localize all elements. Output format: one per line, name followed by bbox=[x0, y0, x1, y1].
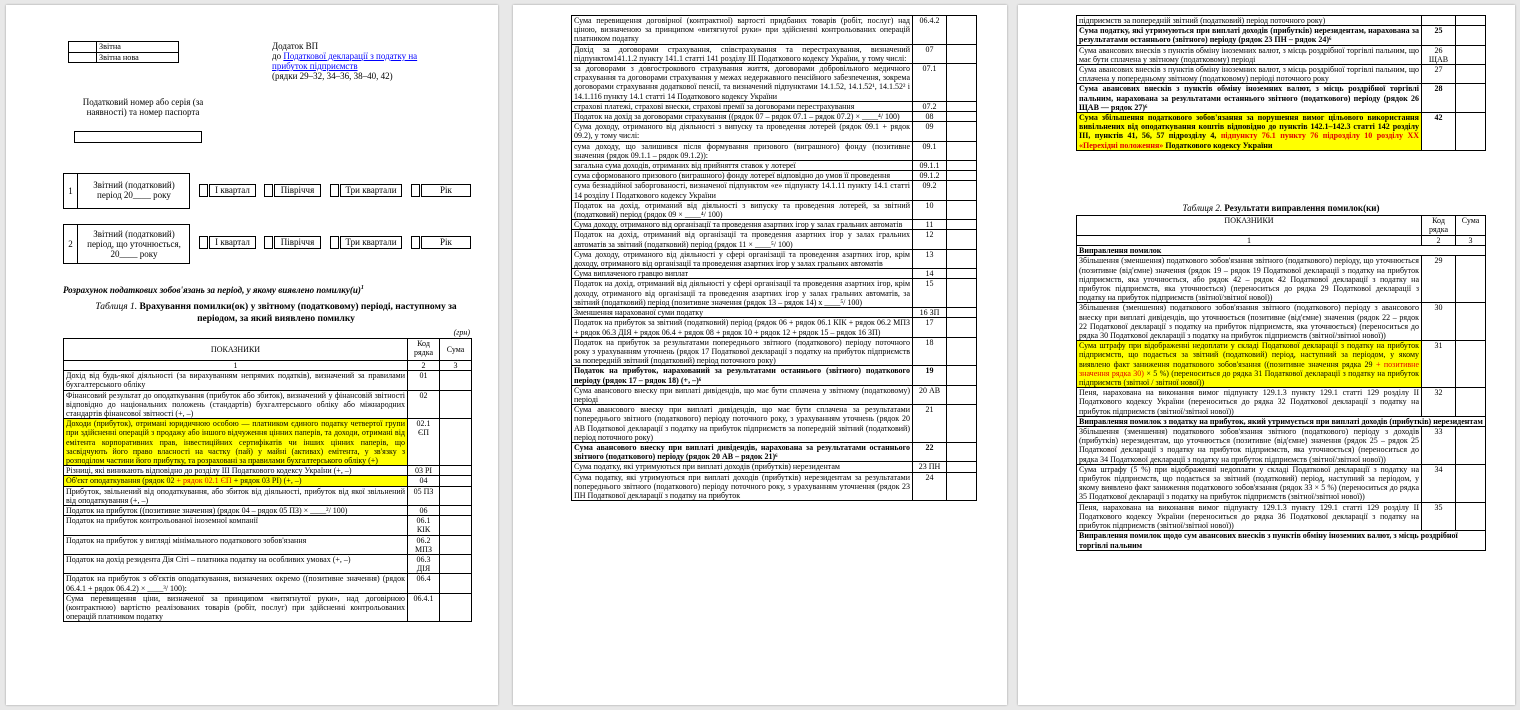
sum-input[interactable] bbox=[947, 101, 977, 111]
t1c-row bbox=[572, 366, 977, 385]
row-code: 14 bbox=[913, 269, 947, 279]
indicator-text: Доходи (прибуток), отримані юридичною особою — платником єдиного податку четвертої групи при здійсненні операцій з продажу або іншого відчуження цінних паперів, та доходи, отримані від емітента корпоративних прав, інвестиційних сертифікатів чи інших цінних паперів, що засвідчують його право власності на частку (пай) у майні (активах) емітента, у зв'язку з розподілом частини його прибутку, та розраховані за правилами бухгалтерського обліку (+) bbox=[64, 419, 408, 466]
t1c-row bbox=[572, 122, 977, 141]
row-code: 11 bbox=[913, 220, 947, 230]
row-code: 03 РІ bbox=[408, 466, 440, 476]
row-code: 07.2 bbox=[913, 101, 947, 111]
indicator-text: Фінансовий результат до оподаткування (прибуток або збиток), визначений у фінансовій звітності відповідно до національних положень (стандартів) бухгалтерського обліку або міжнародних стандартів фінансової звітності (+, –) bbox=[64, 390, 408, 419]
t2-col-num-3: 3 bbox=[1456, 236, 1486, 246]
row-code: 07 bbox=[913, 44, 947, 63]
indicator-text: Сума податку, які утримуються при виплаті доходів (прибутків) нерезидентам bbox=[572, 462, 913, 472]
t1c-row bbox=[572, 269, 977, 279]
row-code: 29 bbox=[1422, 256, 1456, 303]
indicator-text: Сума штрафу при відображенні недоплати у складі Податкової декларації з податку на прибуток підприємств, що подається за звітний (податковий) період, наступний за періодом, у якому виявлено факт заниження податкового зобов'язання ((позитивне значення рядка 29 + позитивне значення рядка 30) × 5 %) (переноситься до рядка 31 Податкової декларації з податку на прибуток підприємств (звітної / звітної нової)) bbox=[1077, 341, 1422, 388]
row-code: 08 bbox=[913, 112, 947, 122]
sum-input[interactable] bbox=[947, 16, 977, 45]
row-code: 06.4 bbox=[408, 574, 440, 593]
indicator-text: Сума авансового внеску при виплаті дивідендів, що має бути сплачена у звітному (податковому) періоді bbox=[572, 385, 913, 404]
indicator-text: Сума доходу, отриманого від організації та проведення азартних ігор у залах гральних автоматів bbox=[572, 220, 913, 230]
sum-input[interactable] bbox=[440, 574, 472, 593]
sum-input[interactable] bbox=[1456, 341, 1486, 388]
row-code: 06.1 КІК bbox=[408, 516, 440, 535]
sum-input[interactable] bbox=[440, 506, 472, 516]
row-code: 18 bbox=[913, 337, 947, 366]
appendix-to: до bbox=[272, 51, 282, 61]
t1c-row bbox=[572, 16, 977, 45]
q3-option-1[interactable]: Три квартали bbox=[340, 184, 402, 197]
row-code: 22 bbox=[913, 442, 947, 461]
table1-caption: Таблиця 1. Врахування помилки(ок) у звітному (податковому) періоді, наступному за періодом, за який виявлено помилку bbox=[95, 302, 457, 324]
indicator-text: Сума податку, які утримуються при виплаті доходів (прибутків) нерезидентам за результатами попереднього звітного (податкового) періоду поточного року, з урахуванням уточнення (рядок 23 ПН Податкової декларації з податку на прибуток bbox=[572, 472, 913, 501]
indicator-text: Дохід від будь-якої діяльності (за вирахуванням непрямих податків), визначений за правилами бухгалтерського обліку bbox=[64, 371, 408, 390]
t1c-row bbox=[572, 112, 977, 122]
indicator-text: Збільшення (зменшення) податкового зобов'язання звітного (податкового) періоду з доходів (прибутків) нерезидентам, що уточнюється (позитивне (від'ємне) значення (рядок 25 – рядок 25 Податкової декларації з податку на прибуток підприємств, яка уточнюється) (переноситься до рядка 34 Податкової декларації з податку на прибуток підприємств (звітної/звітної нової)) bbox=[1077, 427, 1422, 465]
row-code: 19 bbox=[913, 366, 947, 385]
q1-checkbox-2[interactable] bbox=[199, 236, 208, 249]
row-code: 09.1.2 bbox=[913, 171, 947, 181]
t1-row bbox=[64, 476, 472, 486]
row-code: 13 bbox=[913, 249, 947, 268]
row-code: 42 bbox=[1422, 113, 1456, 151]
sum-input[interactable] bbox=[440, 516, 472, 535]
declaration-link[interactable]: Податкової декларації з податку на прибуток підприємств bbox=[272, 51, 418, 71]
t1c-row bbox=[572, 101, 977, 111]
t2-row bbox=[1077, 464, 1486, 502]
sum-input[interactable] bbox=[1456, 26, 1486, 45]
sum-input[interactable] bbox=[947, 230, 977, 249]
col-header-indicators: ПОКАЗНИКИ bbox=[64, 339, 408, 361]
t2-row bbox=[1077, 502, 1486, 531]
sum-input[interactable] bbox=[1456, 65, 1486, 84]
sum-input[interactable] bbox=[440, 476, 472, 486]
row-code: 09.1.1 bbox=[913, 161, 947, 171]
row-code: 26 ЩАВ bbox=[1422, 45, 1456, 64]
t1c-row bbox=[572, 161, 977, 171]
t1-row bbox=[64, 516, 472, 535]
sum-input[interactable] bbox=[1456, 16, 1486, 26]
calc-title: Розрахунок податкових зобов'язань за період, у якому виявлено $помилку(и)^1$ bbox=[63, 285, 364, 295]
indicator-text: сума безнадійної заборгованості, визначеної підпунктом «е» підпункту 14.1.11 пункту 14.1 статті 14 розділу І Податкового кодексу України bbox=[572, 181, 913, 200]
half-option-2[interactable]: Півріччя bbox=[274, 236, 321, 249]
appendix-header bbox=[272, 41, 452, 81]
col-header-code: Код рядка bbox=[408, 339, 440, 361]
sum-input[interactable] bbox=[947, 200, 977, 219]
row-code: 15 bbox=[913, 279, 947, 308]
t1c-row bbox=[572, 279, 977, 308]
indicator-text: сума доходу, що залишився після формування призового (виграшного) фонду (позитивне значення (рядок 09.1.1 – рядок 09.1.2)): bbox=[572, 141, 913, 160]
sum-input[interactable] bbox=[1456, 502, 1486, 531]
t1e-row bbox=[1077, 45, 1486, 64]
indicator-text: Сума перевищення ціни, визначеної за принципом «витягнутої руки», над договірною (контрактною) вартістю реалізованих товарів (робіт, послуг) при здійсненні контрольованих операцій платником податку bbox=[64, 593, 408, 622]
t1-row bbox=[64, 466, 472, 476]
sum-input[interactable] bbox=[947, 220, 977, 230]
section-heading: Виправлення помилок щодо сум авансових внесків з пунктів обміну іноземних валют, з місць роздрібної торгівлі пальним bbox=[1077, 531, 1486, 550]
q3-checkbox-2[interactable] bbox=[330, 236, 339, 249]
row-code: 34 bbox=[1422, 464, 1456, 502]
sum-input[interactable] bbox=[947, 181, 977, 200]
indicator-text: Податок на прибуток за звітний (податковий) період (рядок 06 + рядок 06.1 КІК + рядок 06.2 МПЗ + рядок 06.3 ДІЯ + рядок 06.4 + рядок 08 + рядок 10 + рядок 12 + рядок 15 – рядок 16 ЗП) bbox=[572, 318, 913, 337]
half-checkbox-2[interactable] bbox=[264, 236, 273, 249]
indicator-text: Сума авансового внеску при виплаті дивідендів, нарахована за результатами останнього звітного (податкового) періоду (рядок 20 АВ – рядок 21)⁶ bbox=[572, 442, 913, 461]
sum-input[interactable] bbox=[1456, 45, 1486, 64]
t1c-row bbox=[572, 442, 977, 461]
row-code: 06.3 ДІЯ bbox=[408, 555, 440, 574]
indicator-text: Сума збільшення податкового зобов'язання за порушення вимог цільового використання вивільнених від оподаткування коштів відповідно до пунктів 142.1–142.3 статті 142 розділу ІІІ, пунктів 41, 56, 57 підрозділу 4, підпункту 76.1 пункту 76 підрозділу 10 розділу XX «Перехідні положення» Податкового кодексу України bbox=[1077, 113, 1422, 151]
sum-input[interactable] bbox=[1456, 84, 1486, 113]
row-code: 35 bbox=[1422, 502, 1456, 531]
q1-checkbox-1[interactable] bbox=[199, 184, 208, 197]
sum-input[interactable] bbox=[1456, 303, 1486, 341]
sum-input[interactable] bbox=[1456, 113, 1486, 151]
indicator-text: Податок на прибуток за результатами попереднього звітного (податкового) періоду поточного року з урахуванням уточнень (рядок 17 Податкової декларації з податку на прибуток підприємств за попередній звітний (податковий) період поточного року) bbox=[572, 337, 913, 366]
sum-input[interactable] bbox=[440, 419, 472, 466]
indicator-text: Сума виплаченого гравцю виплат bbox=[572, 269, 913, 279]
report-status-table bbox=[68, 41, 179, 63]
q1-option-2[interactable]: І квартал bbox=[209, 236, 256, 249]
period-label-1: Звітний (податковий) період 20____ року bbox=[93, 180, 175, 200]
indicator-text: Податок на дохід резидента Дія Сіті – платника податку на особливих умовах (+, –) bbox=[64, 555, 408, 574]
indicator-text: Сума авансових внесків з пунктів обміну іноземних валют, з місць роздрібної торгівлі пальним, що сплачена у попередньому звітному (податковому) періоді поточного року bbox=[1077, 65, 1422, 84]
sum-input[interactable] bbox=[947, 64, 977, 102]
sum-input[interactable] bbox=[947, 472, 977, 501]
t2-header-code: Код рядка bbox=[1422, 216, 1456, 236]
appendix-rows: (рядки 29–32, 34–36, 38–40, 42) bbox=[272, 71, 393, 81]
t1e-row bbox=[1077, 65, 1486, 84]
indicator-text: Сума доходу, отриманого від діяльності у сфері організації та проведення азартних ігор, крім доходу, отриманого від організації та проведення азартних ігор у залах гральних автоматів bbox=[572, 249, 913, 268]
row-code: 04 bbox=[408, 476, 440, 486]
row-code: 24 bbox=[913, 472, 947, 501]
row-code: 06.2 МПЗ bbox=[408, 535, 440, 554]
t1-row bbox=[64, 371, 472, 390]
section-heading: Виправлення помилок bbox=[1077, 246, 1486, 256]
t1e-row bbox=[1077, 26, 1486, 45]
indicator-text: Податок на дохід, отриманий від організації та проведення азартних ігор у залах гральних автоматів за звітний (податковий) період (рядок 11 × ____⁵/ 100) bbox=[572, 230, 913, 249]
row-code: 06 bbox=[408, 506, 440, 516]
sum-input[interactable] bbox=[947, 279, 977, 308]
indicator-text: Податок на прибуток у вигляді мінімального податкового зобов'язання bbox=[64, 535, 408, 554]
table-1 bbox=[63, 338, 472, 622]
t1c-row bbox=[572, 472, 977, 501]
q3-option-2[interactable]: Три квартали bbox=[340, 236, 402, 249]
sum-input[interactable] bbox=[440, 486, 472, 505]
row-code: 20 АВ bbox=[913, 385, 947, 404]
tax-id-input[interactable] bbox=[74, 131, 202, 143]
row-code: 25 bbox=[1422, 26, 1456, 45]
sum-input[interactable] bbox=[440, 371, 472, 390]
indicator-text: Сума авансових внесків з пунктів обміну іноземних валют, з місць роздрібної торгівлі пальним, що має бути сплачена у звітному (податковому) періоді bbox=[1077, 45, 1422, 64]
sum-input[interactable] bbox=[947, 122, 977, 141]
indicator-text: Сума податку, які утримуються при виплаті доходів (прибутків) нерезидентам, нарахована за результатами останнього (звітного) періоду (рядок 23 ПН – рядок 24)⁶ bbox=[1077, 26, 1422, 45]
year-option-2[interactable]: Рік bbox=[421, 236, 471, 249]
sum-input[interactable] bbox=[440, 555, 472, 574]
indicator-text: Податок на дохід, отриманий від діяльності у сфері організації та проведення азартних ігор, крім доходу, отриманого від організації та проведення азартних ігор у залах гральних автоматів, за звітний (податковий) період (позитивне значення (рядок 13 – рядок 14) х ____⁵/ 100) bbox=[572, 279, 913, 308]
indicator-text: Збільшення (зменшення) податкового зобов'язання звітного (податкового) періоду з авансового внеску при виплаті дивідендів, що уточнюється (позитивне (від'ємне) значення (рядок 22 – рядок 22 Податкової декларації з податку на прибуток підприємств, яка уточнюється) (переноситься до рядка 30 Податкової декларації з податку на прибуток підприємств (звітної/звітної нової)) bbox=[1077, 303, 1422, 341]
row-code: 27 bbox=[1422, 65, 1456, 84]
table-1-continued bbox=[571, 15, 977, 501]
row-code: 30 bbox=[1422, 303, 1456, 341]
indicator-text: Податок на прибуток, нарахований за результатами останнього (звітного) податкового періоду (рядок 17 – рядок 18) (+, –)⁶ bbox=[572, 366, 913, 385]
sum-input[interactable] bbox=[947, 308, 977, 318]
sum-input[interactable] bbox=[947, 171, 977, 181]
document-page-2 bbox=[513, 5, 1007, 705]
t1-row bbox=[64, 535, 472, 554]
sum-input[interactable] bbox=[947, 141, 977, 160]
t1c-row bbox=[572, 462, 977, 472]
sum-input[interactable] bbox=[440, 466, 472, 476]
t1c-row bbox=[572, 220, 977, 230]
status-checkbox-1[interactable] bbox=[69, 42, 97, 53]
indicator-text: Прибуток, звільнений від оподаткування, або збиток від діяльності, прибуток від якої звільнений від оподаткування (+, –) bbox=[64, 486, 408, 505]
t1-row bbox=[64, 390, 472, 419]
indicator-text: Сума доходу, отриманого від діяльності з випуску та проведення лотерей (рядок 09.1 + рядок 09.2), у тому числі: bbox=[572, 122, 913, 141]
t1c-row bbox=[572, 249, 977, 268]
indicator-text: Збільшення (зменшення) податкового зобов'язання звітного (податкового) періоду, що уточнюється (позитивне (від'ємне) значення (рядок 19 – рядок 19 Податкової декларації з податку на прибуток підприємств, яка уточнюється, або рядок 42 – рядок 42 Податкової декларації з податку на прибуток підприємств, яка уточнюється) (переноситься до рядка 29 Податкової декларації з податку на прибуток підприємств (звітної/звітної нової)) bbox=[1077, 256, 1422, 303]
t1-row bbox=[64, 593, 472, 622]
indicator-text: Податок на дохід за договорами страхування ((рядок 07 – рядок 07.1 – рядок 07.2) × ____⁴/ 100) bbox=[572, 112, 913, 122]
sum-input[interactable] bbox=[947, 442, 977, 461]
t1-row bbox=[64, 486, 472, 505]
row-code: 09 bbox=[913, 122, 947, 141]
col-num-3: 3 bbox=[440, 361, 472, 371]
row-code bbox=[1422, 16, 1456, 26]
status-label-2: Звітна нова bbox=[97, 52, 179, 63]
sum-input[interactable] bbox=[947, 366, 977, 385]
sum-input[interactable] bbox=[947, 112, 977, 122]
t1c-row bbox=[572, 318, 977, 337]
row-code: 02 bbox=[408, 390, 440, 419]
row-code: 31 bbox=[1422, 341, 1456, 388]
row-code: 32 bbox=[1422, 388, 1456, 417]
row-code: 16 ЗП bbox=[913, 308, 947, 318]
row-code: 28 bbox=[1422, 84, 1456, 113]
t2-row bbox=[1077, 388, 1486, 417]
sum-input[interactable] bbox=[440, 390, 472, 419]
indicator-text: загальна сума доходів, отриманих від прийняття ставок у лотереї bbox=[572, 161, 913, 171]
row-code: 06.4.1 bbox=[408, 593, 440, 622]
q1-option-1[interactable]: І квартал bbox=[209, 184, 256, 197]
t2-row bbox=[1077, 303, 1486, 341]
col-num-1: 1 bbox=[64, 361, 408, 371]
year-checkbox-1[interactable] bbox=[411, 184, 420, 197]
t1c-row bbox=[572, 337, 977, 366]
indicator-text: Об'єкт оподаткування (рядок 02 + рядок 02.1 ЄП + рядок 03 РІ) (+, –) bbox=[64, 476, 408, 486]
sum-input[interactable] bbox=[947, 318, 977, 337]
t1-row bbox=[64, 506, 472, 516]
status-checkbox-2[interactable] bbox=[69, 52, 97, 63]
t1-row bbox=[64, 419, 472, 466]
t2-row bbox=[1077, 341, 1486, 388]
sum-input[interactable] bbox=[440, 535, 472, 554]
indicator-text: Сума авансових внесків з пунктів обміну іноземних валют, з місць роздрібної торгівлі пальним, нарахована за результатами останнього звітного (податкового) періоду (рядок 26 ЩАВ — рядок 27)⁶ bbox=[1077, 84, 1422, 113]
t1e-row bbox=[1077, 16, 1486, 26]
period-row-1 bbox=[63, 173, 190, 209]
year-option-1[interactable]: Рік bbox=[421, 184, 471, 197]
period-label-2: Звітний (податковий) період, що уточнюється, 20____ року bbox=[87, 229, 181, 259]
table-1-end bbox=[1076, 15, 1486, 151]
indicator-text: Пеня, нарахована на виконання вимог підпункту 129.1.3 пункту 129.1 статті 129 розділу ІІ Податкового кодексу України (переноситься до рядка 32 Податкової декларації з податку на прибуток підприємств (звітної/звітної нової)) bbox=[1077, 388, 1422, 417]
row-code: 02.1 ЄП bbox=[408, 419, 440, 466]
status-label-1: Звітна bbox=[97, 42, 179, 53]
indicator-text: Податок на прибуток з об'єктів оподаткування, визначених окремо ((позитивне значення) (рядок 06.4.1 + рядок 06.4.2) × ____³/ 100): bbox=[64, 574, 408, 593]
indicator-text: Податок на дохід, отриманий від діяльності з випуску та проведення лотерей, за звітний (податковий) період (рядок 09 × ____⁴/ 100) bbox=[572, 200, 913, 219]
t1c-row bbox=[572, 230, 977, 249]
indicator-text: Сума штрафу (5 %) при відображенні недоплати у складі Податкової декларації з податку на прибуток підприємств, що подається за звітний (податковий) період, наступний за періодом, у якому виявлено факт заниження податкового зобов'язання (рядок 33 × 5 %) (переноситься до рядка 35 Податкової декларації з податку на прибуток підприємств (звітної/звітної нової)) bbox=[1077, 464, 1422, 502]
document-page-1 bbox=[6, 5, 498, 705]
sum-input[interactable] bbox=[947, 462, 977, 472]
row-code: 21 bbox=[913, 405, 947, 443]
sum-input[interactable] bbox=[1456, 464, 1486, 502]
row-code: 12 bbox=[913, 230, 947, 249]
row-code: 05 ПЗ bbox=[408, 486, 440, 505]
indicator-text: сума сформованого призового (виграшного) фонду лотереї відповідно до умов її проведення bbox=[572, 171, 913, 181]
indicator-text: за договорами з довгострокового страхування життя, договорами добровільного медичного страхування та договорами страхування у межах недержавного пенсійного забезпечення, зокрема договорами страхування додаткової пенсії, та визначений підпунктами 14.1.52, 14.1.52¹, 14.1.52² і 14.1.116 пункту 14.1 статті 14 Податкового кодексу України bbox=[572, 64, 913, 102]
indicator-text: Різниці, які виникають відповідно до розділу ІІІ Податкового кодексу України (+, –) bbox=[64, 466, 408, 476]
t2-col-num-2: 2 bbox=[1422, 236, 1456, 246]
t2-row bbox=[1077, 531, 1486, 550]
t1-row bbox=[64, 574, 472, 593]
half-checkbox-1[interactable] bbox=[264, 184, 273, 197]
t2-row bbox=[1077, 256, 1486, 303]
t1-row bbox=[64, 555, 472, 574]
t1c-row bbox=[572, 141, 977, 160]
row-code: 23 ПН bbox=[913, 462, 947, 472]
indicator-text: Сума перевищення договірної (контрактної) вартості придбаних товарів (робіт, послуг) над ціною, визначеною за принципом «витягнутої руки» при здійсненні контрольованих операцій платником податку bbox=[572, 16, 913, 45]
t2-header-indicators: ПОКАЗНИКИ bbox=[1077, 216, 1422, 236]
half-option-1[interactable]: Півріччя bbox=[274, 184, 321, 197]
sum-input[interactable] bbox=[947, 405, 977, 443]
indicator-text: Податок на прибуток ((позитивне значення) (рядок 04 – рядок 05 ПЗ) × ____²/ 100) bbox=[64, 506, 408, 516]
indicator-text: Дохід за договорами страхування, співстрахування та перестрахування, визначений підпунктом141.1.2 пункту 141.1 статті 141 розділу ІІІ Податкового кодексу України, у тому числі: bbox=[572, 44, 913, 63]
indicator-text: страхові платежі, страхові внески, страхові премії за договорами перестрахування bbox=[572, 101, 913, 111]
indicator-text: Зменшення нарахованої суми податку bbox=[572, 308, 913, 318]
sum-input[interactable] bbox=[440, 593, 472, 622]
row-code: 09.2 bbox=[913, 181, 947, 200]
t1e-row bbox=[1077, 113, 1486, 151]
table2-caption: Таблиця 2. Результати виправлення помилок(ки) bbox=[1182, 203, 1380, 213]
sum-input[interactable] bbox=[947, 249, 977, 268]
t2-header-sum: Сума bbox=[1456, 216, 1486, 236]
sum-input[interactable] bbox=[947, 269, 977, 279]
t1c-row bbox=[572, 200, 977, 219]
sum-input[interactable] bbox=[947, 44, 977, 63]
t1e-row bbox=[1077, 84, 1486, 113]
sum-input[interactable] bbox=[947, 337, 977, 366]
indicator-text: Пеня, нарахована на виконання вимог підпункту 129.1.3 пункту 129.1 статті 129 розділу ІІ Податкового кодексу України (переноситься до рядка 36 Податкової декларації з податку на прибуток підприємств (звітної/звітної нової)) bbox=[1077, 502, 1422, 531]
sum-input[interactable] bbox=[947, 161, 977, 171]
period-num-2: 2 bbox=[64, 225, 78, 263]
t1c-row bbox=[572, 181, 977, 200]
sum-input[interactable] bbox=[947, 385, 977, 404]
period-num-1: 1 bbox=[64, 174, 78, 208]
t1c-row bbox=[572, 308, 977, 318]
col-num-2: 2 bbox=[408, 361, 440, 371]
row-code: 06.4.2 bbox=[913, 16, 947, 45]
t2-row bbox=[1077, 416, 1486, 426]
t1c-row bbox=[572, 44, 977, 63]
sum-input[interactable] bbox=[1456, 427, 1486, 465]
row-code: 10 bbox=[913, 200, 947, 219]
document-page-3 bbox=[1018, 5, 1515, 705]
row-code: 09.1 bbox=[913, 141, 947, 160]
col-header-sum: Сума bbox=[440, 339, 472, 361]
section-heading: Виправлення помилок з податку на прибуток, який утримується при виплаті доходів (прибутків) нерезидентам bbox=[1077, 416, 1486, 426]
t1c-row bbox=[572, 385, 977, 404]
row-code: 01 bbox=[408, 371, 440, 390]
t1c-row bbox=[572, 171, 977, 181]
row-code: 07.1 bbox=[913, 64, 947, 102]
t2-col-num-1: 1 bbox=[1077, 236, 1422, 246]
currency-label: (грн) bbox=[453, 328, 470, 337]
appendix-title: Додаток ВП bbox=[272, 41, 319, 51]
row-code: 17 bbox=[913, 318, 947, 337]
t2-row bbox=[1077, 427, 1486, 465]
sum-input[interactable] bbox=[1456, 256, 1486, 303]
row-code: 33 bbox=[1422, 427, 1456, 465]
t1c-row bbox=[572, 64, 977, 102]
t1c-row bbox=[572, 405, 977, 443]
indicator-text: підприємств за попередній звітний (податковий) період поточного року) bbox=[1077, 16, 1422, 26]
t2-row bbox=[1077, 246, 1486, 256]
tax-id-label: Податковий номер або серія (за наявності) та номер паспорта bbox=[82, 97, 204, 117]
table-2 bbox=[1076, 215, 1486, 551]
sum-input[interactable] bbox=[1456, 388, 1486, 417]
indicator-text: Податок на прибуток контрольованої іноземної компанії bbox=[64, 516, 408, 535]
indicator-text: Сума авансового внеску при виплаті дивідендів, що має бути сплачена за результатами попереднього звітного (податкового) періоду поточного року, з урахуванням уточнень (рядок 20 АВ Податкової декларації з податку на прибуток підприємств за попередній звітний (податковий) період поточного року) bbox=[572, 405, 913, 443]
year-checkbox-2[interactable] bbox=[411, 236, 420, 249]
q3-checkbox-1[interactable] bbox=[330, 184, 339, 197]
period-row-2 bbox=[63, 224, 190, 264]
